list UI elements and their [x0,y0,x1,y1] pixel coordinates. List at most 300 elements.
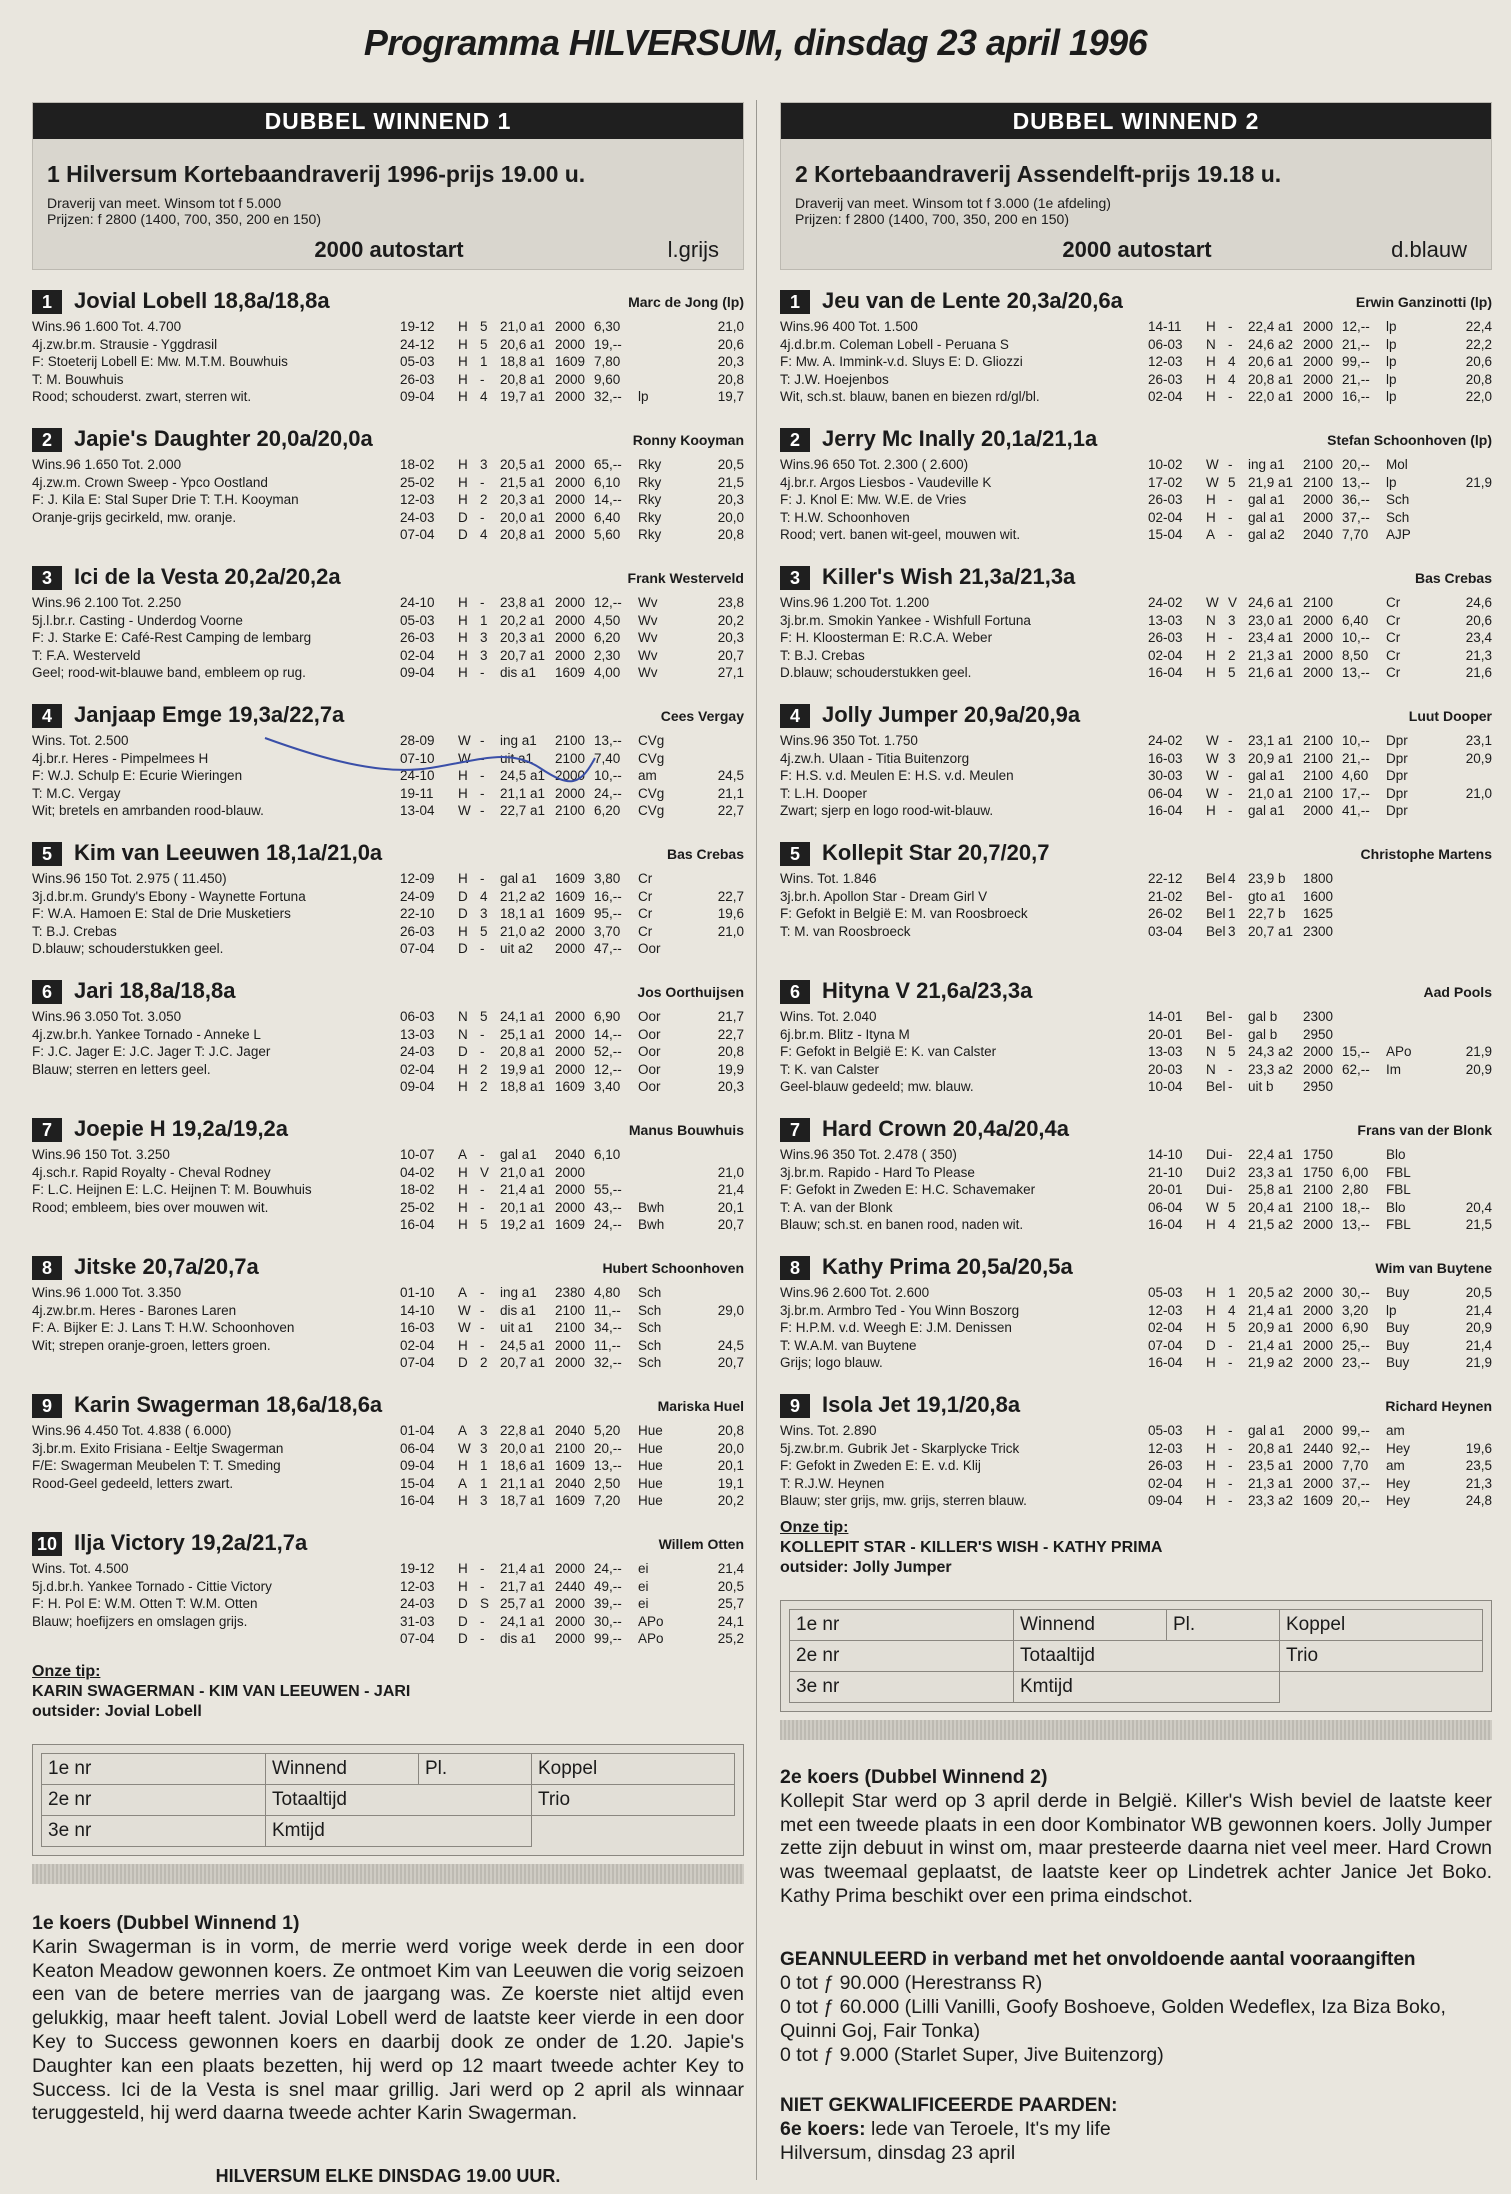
form-cell: 20,7 a1 [500,647,546,663]
form-cell: 1 [1228,906,1236,922]
form-row [1148,318,1492,336]
horse-entry [32,564,744,690]
form-cell: 13,-- [594,1458,622,1474]
form-cell: W [458,750,471,766]
form-row [1148,509,1492,527]
form-cell [690,1146,744,1164]
form-cell: 21,1 [717,785,744,801]
form-cell: - [480,871,485,886]
form-cell: 14-10 [400,1302,435,1318]
form-cell: W [458,803,471,819]
form-cell: 20,7 [717,1217,744,1233]
form-cell: 23,8 [717,595,744,610]
form-cell: 20,8 a1 [500,527,546,543]
form-cell: 4,60 [1342,768,1369,784]
horse-info-line: Wins. Tot. 2.890 [780,1423,877,1438]
form-cell: 2440 [554,1578,586,1594]
horse-number: 9 [32,1394,62,1418]
form-cell: Blo [1386,1147,1406,1162]
form-cell: 21,5 [1465,1217,1492,1233]
horse-name: Ici de la Vesta 20,2a/20,2a [74,564,341,589]
form-row [1148,1061,1492,1079]
form-cell: H [1206,647,1216,663]
form-cell: H [458,595,468,610]
bet-field-trio[interactable]: Trio [1280,1641,1483,1672]
form-row [1148,888,1492,906]
form-row [400,318,744,336]
form-cell: 05-03 [400,354,435,370]
horse-info [780,1284,1140,1372]
form-cell [1248,940,1294,958]
form-cell: Oor [638,1009,661,1024]
horse-info [780,318,1140,406]
form-cell: 22,4 a1 [1248,319,1294,334]
form-cell: 20,5 [717,457,744,472]
form-cell: 2000 [554,785,586,801]
bet-field-totaaltijd[interactable]: Totaaltijd [266,1785,532,1816]
form-cell: 36,-- [1342,492,1370,508]
form-cell: 02-04 [1148,1320,1183,1336]
horse-body [780,1006,1492,1102]
form-cell: 25,7 a1 [500,1596,546,1612]
form-cell: ing a1 [500,1285,537,1300]
horse-info-line: T: B.J. Crebas [780,647,865,663]
form-cell: W [1206,768,1219,784]
form-cell: H [458,336,468,352]
form-cell: 11,-- [594,1337,621,1353]
tip-block [780,1518,1492,1578]
horse-info-line: Wins.96 150 Tot. 2.975 ( 11.450) [32,871,227,886]
horse-entry [32,1116,744,1242]
form-cell: 1609 [554,665,586,681]
form-cell: W [1206,474,1219,490]
form-cell: 2040 [554,1423,586,1438]
form-cell: H [458,768,468,784]
form-cell: Buy [1386,1355,1410,1371]
form-cell: 13-03 [400,1026,435,1042]
form-cell: 24,5 a1 [500,768,546,784]
form-cell [1438,509,1492,527]
horse-driver: Aad Pools [1423,984,1492,1000]
form-cell: Cr [638,871,653,886]
form-cell: 24,1 a1 [500,1009,546,1024]
form-row [1148,905,1492,923]
horse-info-line: T: J.W. Hoejenbos [780,371,889,387]
horse-info-line: Geel-blauw gedeeld; mw. blauw. [780,1079,974,1095]
form-cell: gal a1 [1248,492,1285,508]
form-cell: 24,-- [594,1561,622,1576]
horse-info-line: Wit; bretels en amrbanden rood-blauw. [32,803,264,819]
form-cell: 26-03 [1148,371,1183,387]
form-cell: 2100 [1302,768,1334,784]
column-divider [756,100,757,2180]
form-cell: 32,-- [594,1355,622,1371]
bet-field-totaaltijd[interactable]: Totaaltijd [1014,1641,1280,1672]
form-cell: 5,60 [594,527,621,543]
form-cell: 2000 [554,1009,586,1024]
form-row [1148,1164,1492,1182]
form-cell: D [458,1596,468,1612]
form-table [400,318,744,406]
form-cell: 13,-- [1342,665,1370,681]
form-table [1148,1008,1492,1096]
form-row [400,1078,744,1096]
horse-info-line: 4j.br.r. Heres - Pimpelmees H [32,750,209,766]
horse-name: Japie's Daughter 20,0a/20,0a [74,426,373,451]
tip-block [32,1662,744,1722]
horse-info-line: Wins.96 150 Tot. 3.250 [32,1147,170,1162]
bet-field-pl[interactable]: Pl. [419,1754,532,1785]
form-cell: 21,4 [1465,1302,1492,1318]
form-cell: Oor [638,941,661,957]
form-cell: W [1206,733,1219,748]
form-row [1148,1492,1492,1510]
form-row [400,940,744,958]
form-cell: 25-02 [400,1199,435,1215]
form-cell: 25,2 [717,1631,744,1647]
form-cell: - [480,665,485,681]
form-cell: 24-02 [1148,733,1183,748]
form-cell: H [458,1217,468,1233]
form-cell: 15,-- [1342,1044,1370,1060]
form-cell: H [1206,1285,1216,1300]
form-cell: 24,8 [1465,1493,1492,1509]
form-cell: 09-04 [400,389,435,405]
form-cell: 3 [480,457,488,472]
form-cell: 29,0 [717,1302,744,1318]
form-cell: 4 [480,527,488,543]
form-cell: 65,-- [594,457,622,472]
horse-info-line: F/E: Swagerman Meubelen T: T. Smeding [32,1458,281,1474]
form-cell: - [480,1337,485,1353]
form-cell: - [1228,1423,1233,1438]
form-cell: 2000 [1302,389,1334,405]
bet-grid [41,1753,735,1847]
form-row [1148,923,1492,941]
bet-label: 3e nr [42,1816,266,1847]
form-table [1148,456,1492,544]
form-table [1148,870,1492,958]
form-row [400,1630,744,1648]
horse-name: Isola Jet 19,1/20,8a [822,1392,1021,1417]
form-cell: Bel [1206,871,1226,886]
form-cell: 26-03 [400,371,435,387]
form-cell: H [1206,1320,1216,1336]
form-cell: 24-03 [400,1596,435,1612]
form-cell: 3,40 [594,1079,621,1095]
form-cell: 21-10 [1148,1164,1183,1180]
horse-body [780,454,1492,550]
form-cell: - [1228,1009,1233,1024]
form-cell: 26-02 [1148,906,1183,922]
form-cell: 2000 [554,1355,586,1371]
form-cell: H [458,371,468,387]
form-cell: 02-04 [400,1337,435,1353]
form-cell: 2,80 [1342,1182,1369,1198]
bet-field-trio[interactable]: Trio [532,1785,735,1816]
horse-info-line: Geel; rood-wit-blauwe band, embleem op rug. [32,665,306,681]
form-cell: 21,9 [1465,474,1492,490]
form-cell: 6,30 [594,319,621,334]
form-cell: Dui [1206,1147,1227,1162]
form-cell: - [1228,803,1233,819]
form-cell: 23,5 [1465,1458,1492,1474]
form-table [400,1284,744,1372]
race-header [780,102,1492,270]
form-cell: 9,60 [594,371,621,387]
horse-info-line: Oranje-grijs gecirkeld, mw. oranje. [32,509,237,525]
form-cell: gal b [1248,1026,1278,1042]
form-row [1148,1354,1492,1372]
form-cell: APo [638,1613,664,1629]
form-cell [1342,1026,1386,1044]
horse-head [780,840,1492,868]
form-cell: 2000 [1302,371,1334,387]
annulled-line: 0 tot ƒ 90.000 (Herestranss R) [780,1971,1043,1994]
form-cell: 20,5 a1 [500,457,546,472]
form-cell: 30,-- [1342,1285,1370,1300]
horse-body [780,868,1492,964]
form-cell: - [1228,785,1233,801]
horse-entry [32,1530,744,1656]
form-cell: 8,50 [1342,647,1369,663]
form-cell: Dui [1206,1164,1227,1180]
form-cell: 21,3 a1 [1248,1475,1294,1491]
form-cell: 2000 [1302,509,1334,525]
form-cell: H [458,1079,468,1095]
horse-head [32,978,744,1006]
form-cell: 2000 [1302,612,1334,628]
form-row [400,1457,744,1475]
form-cell: 02-04 [1148,1475,1183,1491]
form-cell: 16-03 [1148,750,1183,766]
form-cell: gal a2 [1248,527,1285,543]
horse-info [32,318,392,406]
form-cell: 23,8 a1 [500,595,546,610]
form-cell: W [458,733,471,748]
form-cell: 1609 [554,1458,586,1474]
form-cell [1438,802,1492,820]
form-row [400,1595,744,1613]
horse-body [32,316,744,412]
form-cell: - [1228,1147,1233,1162]
form-row [400,870,744,888]
form-cell: 4 [480,888,488,904]
form-cell: 04-02 [400,1164,435,1180]
horse-head [32,1116,744,1144]
form-cell: 2000 [554,1061,586,1077]
bet-field-kmtijd[interactable]: Kmtijd [1014,1672,1280,1703]
form-cell: 19-12 [400,1561,435,1576]
form-row [400,353,744,371]
bet-field-kmtijd[interactable]: Kmtijd [266,1816,532,1847]
bet-label: 2e nr [790,1641,1014,1672]
form-cell: 20,9 [1465,1320,1492,1336]
form-cell: FBL [1386,1217,1411,1233]
commentary-text: Karin Swagerman is in vorm, de merrie werd vorige week derde in een door Keaton Meadow gewonnen koers. Ze ontmoet Kim van Leeuwen die vorig seizoen een van de betere merries van de jaargang was. Ze koerste niet altijd even gelukkig, maar heeft talent. Jovial Lobell werd de laatste keer vierde in een door Key to Success gewonnen koers en daarbij dook ze onder de 1.20. Japie's Daughter kan een plaats bezetten, hij werd op 12 maart tweede achter Key to Success. Ici de la Vesta is snel maar grillig. Jari werd op 2 april als winnaar teruggesteld, hij werd daarna tweede achter Karin Swagerman. [32,1935,744,2125]
bet-field-winnend[interactable]: Winnend [1014,1610,1167,1641]
form-cell: 2000 [1302,336,1334,352]
form-cell: 24-10 [400,595,435,610]
form-cell: 20,7 a1 [1248,923,1294,939]
form-table [1148,1284,1492,1372]
form-cell: 2000 [554,527,586,543]
form-cell: H [1206,1302,1216,1318]
form-cell: 09-04 [400,665,435,681]
form-cell: Oor [638,1044,661,1060]
form-cell: Sch [1386,509,1410,525]
form-cell: ei [638,1596,649,1612]
form-cell: 03-04 [1148,923,1183,939]
horse-driver: Christophe Martens [1360,846,1492,862]
form-cell: A [458,1423,468,1438]
form-cell: 10,-- [1342,630,1370,646]
race-color: l.grijs [667,237,719,262]
race-prizes-line: Prijzen: f 2800 (1400, 700, 350, 200 en 150) [47,211,321,227]
form-cell: Bel [1206,888,1226,904]
form-cell: lp [1386,371,1397,387]
form-cell: 24,-- [594,785,622,801]
horse-info-line: Wins.96 350 Tot. 2.478 ( 350) [780,1147,957,1162]
form-cell: 28-09 [400,733,435,748]
form-cell: 2000 [1302,630,1334,646]
form-cell: 5 [1228,1199,1236,1215]
form-cell: 16-04 [1148,1355,1183,1371]
form-cell: 22,4 a1 [1248,1147,1294,1162]
left-column [32,102,744,2187]
horse-driver: Bas Crebas [666,846,744,862]
form-cell: 21-02 [1148,888,1183,904]
horse-info-line: Rood; schouderst. zwart, sterren wit. [32,389,252,405]
form-cell: 02-04 [1148,509,1183,525]
form-cell: 20,3 [717,354,744,370]
horse-info-line: 4j.br.r. Argos Liesbos - Vaudeville K [780,474,992,490]
horse-body [780,592,1492,688]
form-cell: 4 [1228,354,1236,370]
form-cell: - [1228,389,1233,405]
form-cell: - [1228,1458,1233,1474]
bet-label: 1e nr [790,1610,1014,1641]
bet-field-koppel[interactable]: Koppel [1280,1610,1483,1641]
horse-number: 9 [780,1394,810,1418]
form-cell: 25-02 [400,474,435,490]
form-cell: N [1206,612,1216,628]
form-cell: 21,0 a1 [500,1164,546,1180]
form-cell: 2000 [554,923,586,939]
form-cell: 1609 [554,354,586,370]
form-cell: 20,7 a1 [500,1355,546,1371]
form-cell: 21,0 a1 [1248,785,1294,801]
horse-head [32,1530,744,1558]
form-cell: 52,-- [594,1044,622,1060]
horse-info-line: F: A. Bijker E: J. Lans T: H.W. Schoonhoven [32,1320,295,1336]
form-cell [690,870,744,888]
form-cell: 21,7 [717,1009,744,1024]
horse-name: Jolly Jumper 20,9a/20,9a [822,702,1081,727]
bet-field-winnend[interactable]: Winnend [266,1754,419,1785]
race-conditions-line: Draverij van meet. Winsom tot f 3.000 (1e afdeling) [795,195,1111,211]
race-title: 2 Kortebaandraverij Assendelft-prijs 19.18 u. [795,161,1282,187]
bet-field-pl[interactable]: Pl. [1167,1610,1280,1641]
form-cell: 34,-- [594,1320,622,1336]
form-cell: 20-01 [1148,1026,1183,1042]
form-cell: H [458,354,468,370]
form-row [400,629,744,647]
horse-info-line: F: Gefokt in Zweden E: H.C. Schavemaker [780,1182,1036,1198]
form-cell: H [458,1337,468,1353]
form-cell: 23,3 a2 [1248,1493,1294,1509]
grey-strip [780,1720,1492,1740]
form-row [400,1319,744,1337]
form-cell: H [458,1458,468,1474]
grey-strip [32,1864,744,1884]
form-cell: 05-03 [400,612,435,628]
form-cell: - [1228,768,1233,784]
form-row [1148,474,1492,492]
horse-name: Jerry Mc Inally 20,1a/21,1a [822,426,1098,451]
horse-head [32,702,744,730]
form-cell: 20,7 [717,647,744,663]
form-row [1148,1146,1492,1164]
bet-field-koppel[interactable]: Koppel [532,1754,735,1785]
form-cell [1386,888,1438,906]
horse-info [780,732,1140,820]
form-row [1148,767,1492,785]
form-cell: 14-10 [1148,1147,1183,1162]
form-cell: 2100 [554,803,586,819]
form-cell: 1750 [1302,1147,1334,1162]
form-cell: 2950 [1302,1079,1334,1095]
form-cell [1386,905,1438,923]
form-cell: 07-04 [400,941,435,957]
form-table [1148,732,1492,820]
form-cell: 09-04 [400,1458,435,1474]
form-cell: A [458,1285,468,1300]
horse-head [780,1254,1492,1282]
form-cell: 21,3 [1465,647,1492,663]
form-cell [1438,923,1492,941]
form-row [1148,750,1492,768]
form-cell: 2000 [1302,665,1334,681]
form-cell: ei [638,1561,649,1576]
not-qualified-line [780,2117,1492,2141]
form-cell: 20,8 a1 [500,371,546,387]
form-cell: gal a1 [500,1147,537,1162]
form-cell: - [480,768,485,784]
bet-empty [532,1816,735,1847]
horse-info-line: 3j.br.h. Apollon Star - Dream Girl V [780,888,988,904]
form-cell: 3 [1228,612,1236,628]
form-cell [1438,1078,1492,1096]
form-row [400,1181,744,1199]
form-cell: - [1228,630,1233,646]
form-row [1148,1319,1492,1337]
horse-info-line: 4j.sch.r. Rapid Royalty - Cheval Rodney [32,1164,271,1180]
form-cell: 2000 [1302,1458,1334,1474]
form-cell [1342,870,1386,888]
form-cell [1342,888,1386,906]
horse-list [780,288,1492,1518]
form-cell: Dpr [1386,733,1408,748]
form-cell: 07-04 [400,527,435,543]
form-cell: 21,0 [717,319,744,334]
form-cell: Cr [1386,630,1401,646]
form-cell: CVg [638,785,665,801]
form-cell: Wv [638,612,658,628]
form-table [400,1422,744,1510]
horse-driver: Frans van der Blonk [1357,1122,1492,1138]
form-cell: 2000 [1302,647,1334,663]
